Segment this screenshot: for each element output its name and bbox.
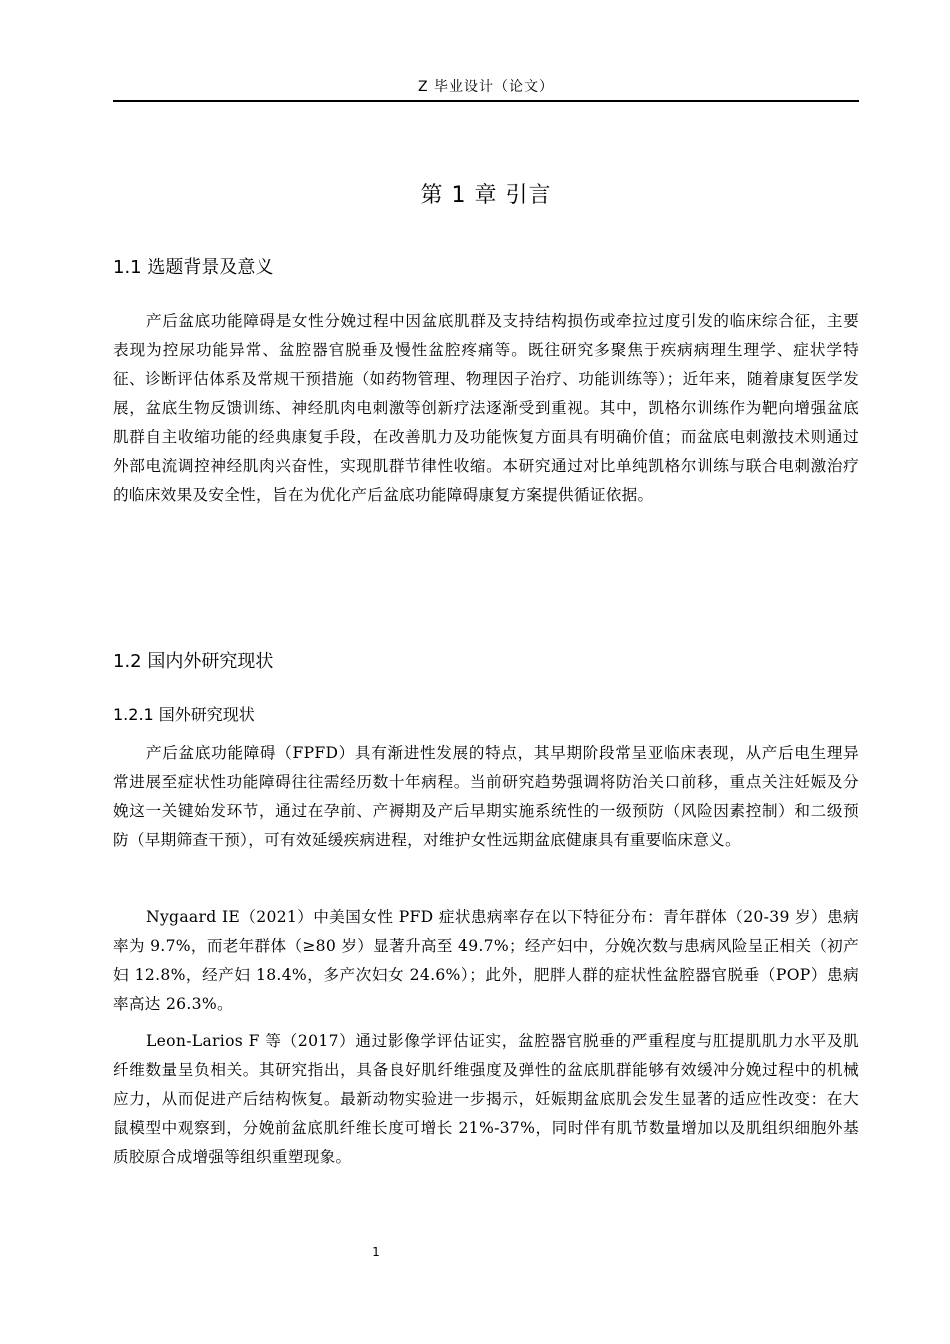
- chapter-title: 第 1 章 引言: [420, 183, 552, 208]
- section-heading-1-1: 1.1 选题背景及意义: [113, 257, 274, 278]
- section-1-2-1-paragraph-1: 产后盆底功能障碍（FPFD）具有渐进性发展的特点，其早期阶段常呈亚临床表现，从产后电生理异常进展至症状性功能障碍往往需经历数十年病程。当前研究趋势强调将防治关口前移，重点关注妊娠及分娩这一关键始发环节，通过在孕前、产褥期及产后早期实施系统性的一级预防（风险因素控制）和二级预防（早期筛查干预），可有效延缓疾病进程，对维护女性远期盆底健康具有重要临床意义。: [113, 744, 859, 849]
- section-1-2-1-paragraph-3: Leon-Larios F 等（2017）通过影像学评估证实，盆腔器官脱垂的严重程度与肛提肌肌力水平及肌纤维数量呈负相关。其研究指出，具备良好肌纤维强度及弹性的盆底肌群能够有效缓冲分娩过程中的机械应力，从而促进产后结构恢复。最新动物实验进一步揭示，妊娠期盆底肌会发生显著的适应性改变：在大鼠模型中观察到，分娩前盆底肌纤维长度可增长 21%-37%，同时伴有肌节数量增加以及肌组织细胞外基质胶原合成增强等组织重塑现象。: [113, 1032, 859, 1166]
- section-heading-1-2-1: 1.2.1 国外研究现状: [113, 705, 255, 724]
- running-header: Z 毕业设计（论文）: [417, 79, 555, 95]
- header-rule: [113, 100, 859, 102]
- section-heading-1-2: 1.2 国内外研究现状: [113, 651, 274, 672]
- page-number: 1: [372, 1245, 380, 1259]
- section-1-2-1-paragraph-2: Nygaard IE（2021）中美国女性 PFD 症状患病率存在以下特征分布：青年群体（20-39 岁）患病率为 9.7%，而老年群体（≥80 岁）显著升高至 49.7%；经产妇中，分娩次数与患病风险呈正相关（初产妇 12.8%，经产妇 18.4%，多产次妇女 24.6%）；此外，肥胖人群的症状性盆腔器官脱垂（POP）患病率高达 26.3%。: [113, 908, 859, 1013]
- section-1-1-paragraph: 产后盆底功能障碍是女性分娩过程中因盆底肌群及支持结构损伤或牵拉过度引发的临床综合征，主要表现为控尿功能异常、盆腔器官脱垂及慢性盆腔疼痛等。既往研究多聚焦于疾病病理生理学、症状学特征、诊断评估体系及常规干预措施（如药物管理、物理因子治疗、功能训练等）；近年来，随着康复医学发展，盆底生物反馈训练、神经肌肉电刺激等创新疗法逐渐受到重视。其中，凯格尔训练作为靶向增强盆底肌群自主收缩功能的经典康复手段，在改善肌力及功能恢复方面具有明确价值；而盆底电刺激技术则通过外部电流调控神经肌肉兴奋性，实现肌群节律性收缩。本研究通过对比单纯凯格尔训练与联合电刺激治疗的临床效果及安全性，旨在为优化产后盆底功能障碍康复方案提供循证依据。: [113, 312, 859, 504]
